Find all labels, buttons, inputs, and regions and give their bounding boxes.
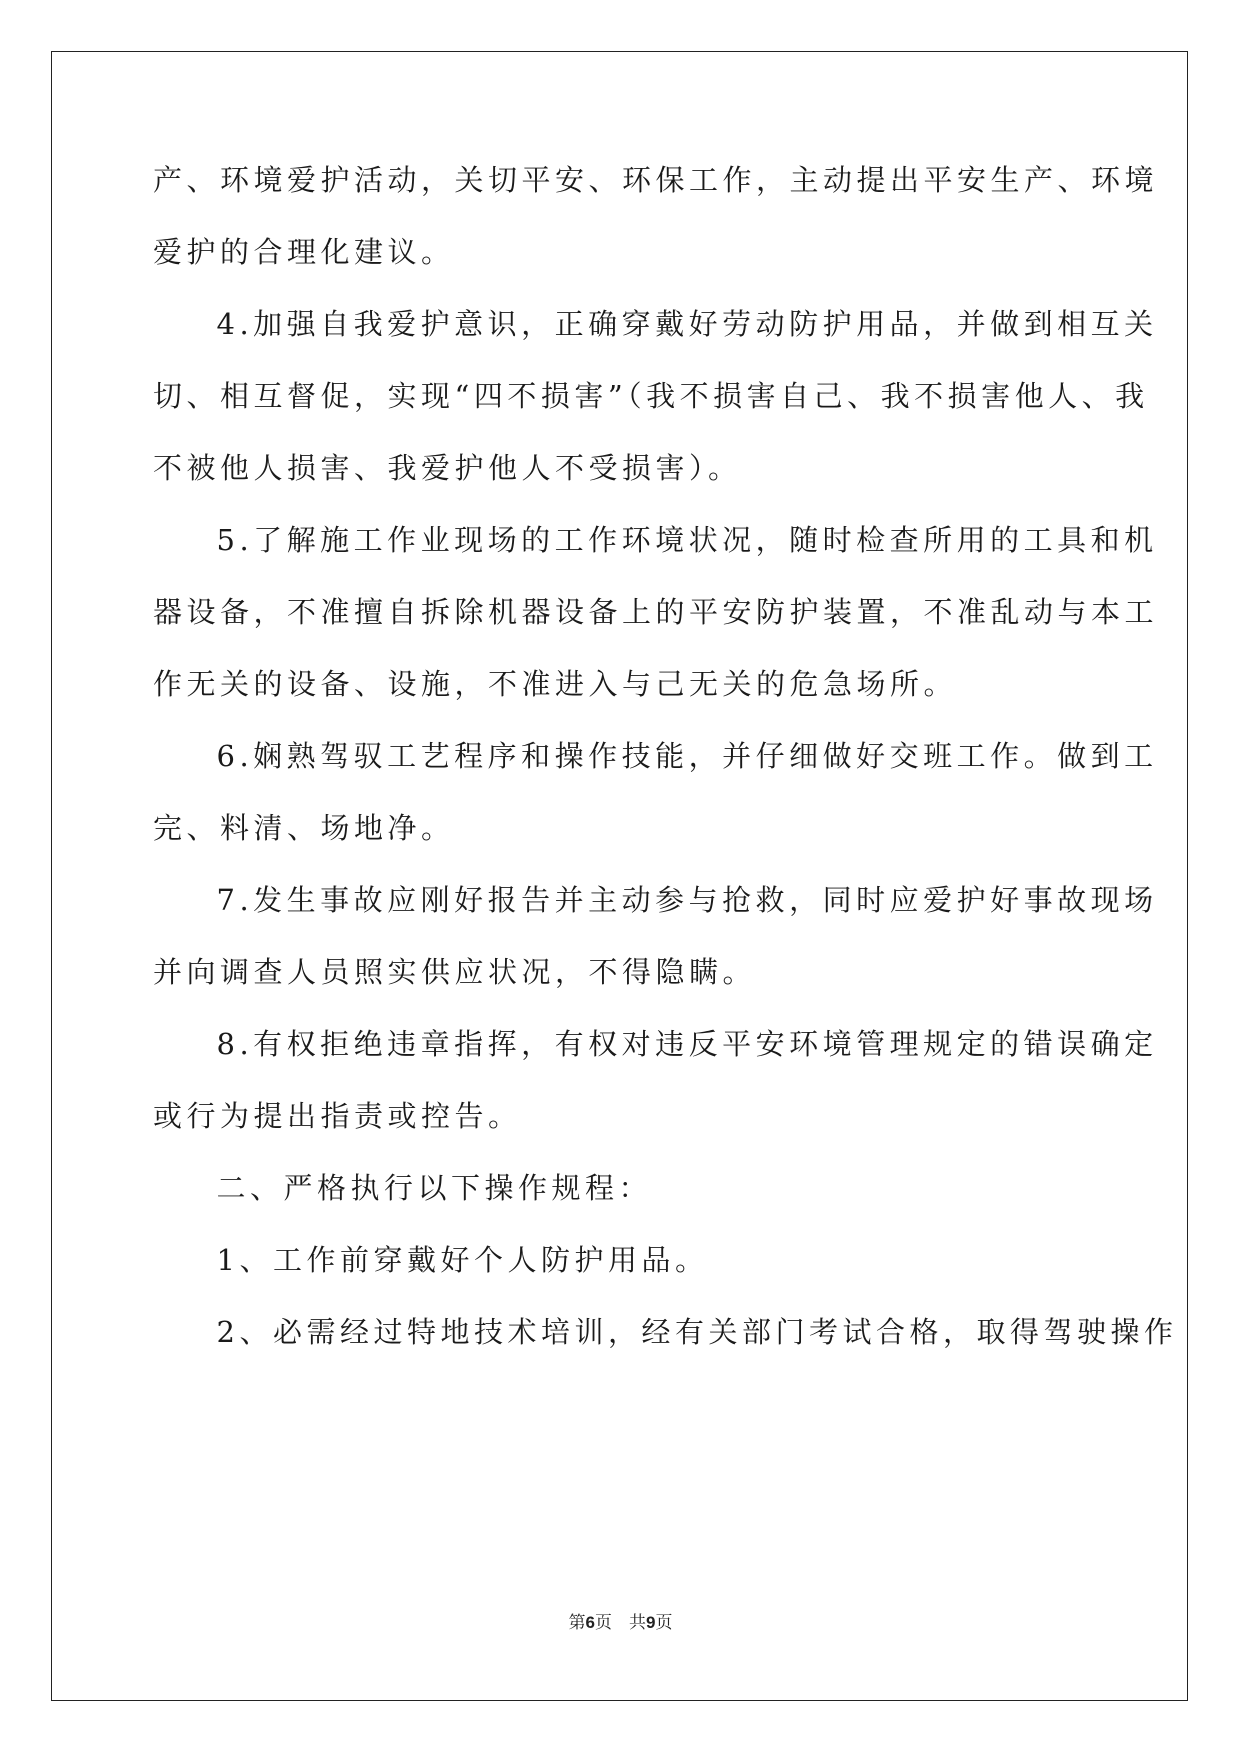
footer-suffix: 页 bbox=[655, 1613, 673, 1633]
text-line: 8.有权拒绝违章指挥，有权对违反平安环境管理规定的错误确定 bbox=[183, 1027, 1158, 1061]
text-line: 5.了解施工作业现场的工作环境状况，随时检查所用的工具和机 bbox=[183, 523, 1158, 557]
text-line: 1、工作前穿戴好个人防护用品。 bbox=[183, 1243, 709, 1277]
page-border bbox=[51, 51, 1188, 1701]
page-footer bbox=[0, 1608, 1241, 1633]
text-line: 或行为提出指责或控告。 bbox=[153, 1099, 522, 1133]
footer-mid: 页 共 bbox=[595, 1613, 646, 1633]
footer-prefix: 第 bbox=[568, 1613, 586, 1633]
text-line: 不被他人损害、我爱护他人不受损害）。 bbox=[153, 451, 742, 485]
text-line: 7.发生事故应刚好报告并主动参与抢救，同时应爱护好事故现场 bbox=[183, 883, 1158, 917]
text-line: 产、环境爱护活动，关切平安、环保工作，主动提出平安生产、环境 bbox=[153, 163, 1159, 197]
text-line: 2、必需经过特地技术培训，经有关部门考试合格，取得驾驶操作 bbox=[183, 1315, 1178, 1349]
text-line: 爱护的合理化建议。 bbox=[153, 235, 455, 269]
text-line: 完、料清、场地净。 bbox=[153, 811, 455, 845]
section-heading: 二、严格执行以下操作规程： bbox=[183, 1171, 653, 1205]
current-page-number: 6 bbox=[585, 1613, 595, 1632]
text-line: 4.加强自我爱护意识，正确穿戴好劳动防护用品，并做到相互关 bbox=[183, 307, 1158, 341]
text-line: 器设备，不准擅自拆除机器设备上的平安防护装置，不准乱动与本工 bbox=[153, 595, 1159, 629]
text-line: 作无关的设备、设施，不准进入与己无关的危急场所。 bbox=[153, 667, 958, 701]
text-line: 切、相互督促，实现“四不损害”（我不损害自己、我不损害他人、我 bbox=[153, 379, 1149, 413]
text-line: 6.娴熟驾驭工艺程序和操作技能，并仔细做好交班工作。做到工 bbox=[183, 739, 1158, 773]
text-line: 并向调查人员照实供应状况，不得隐瞒。 bbox=[153, 955, 757, 989]
total-page-number: 9 bbox=[646, 1613, 656, 1632]
